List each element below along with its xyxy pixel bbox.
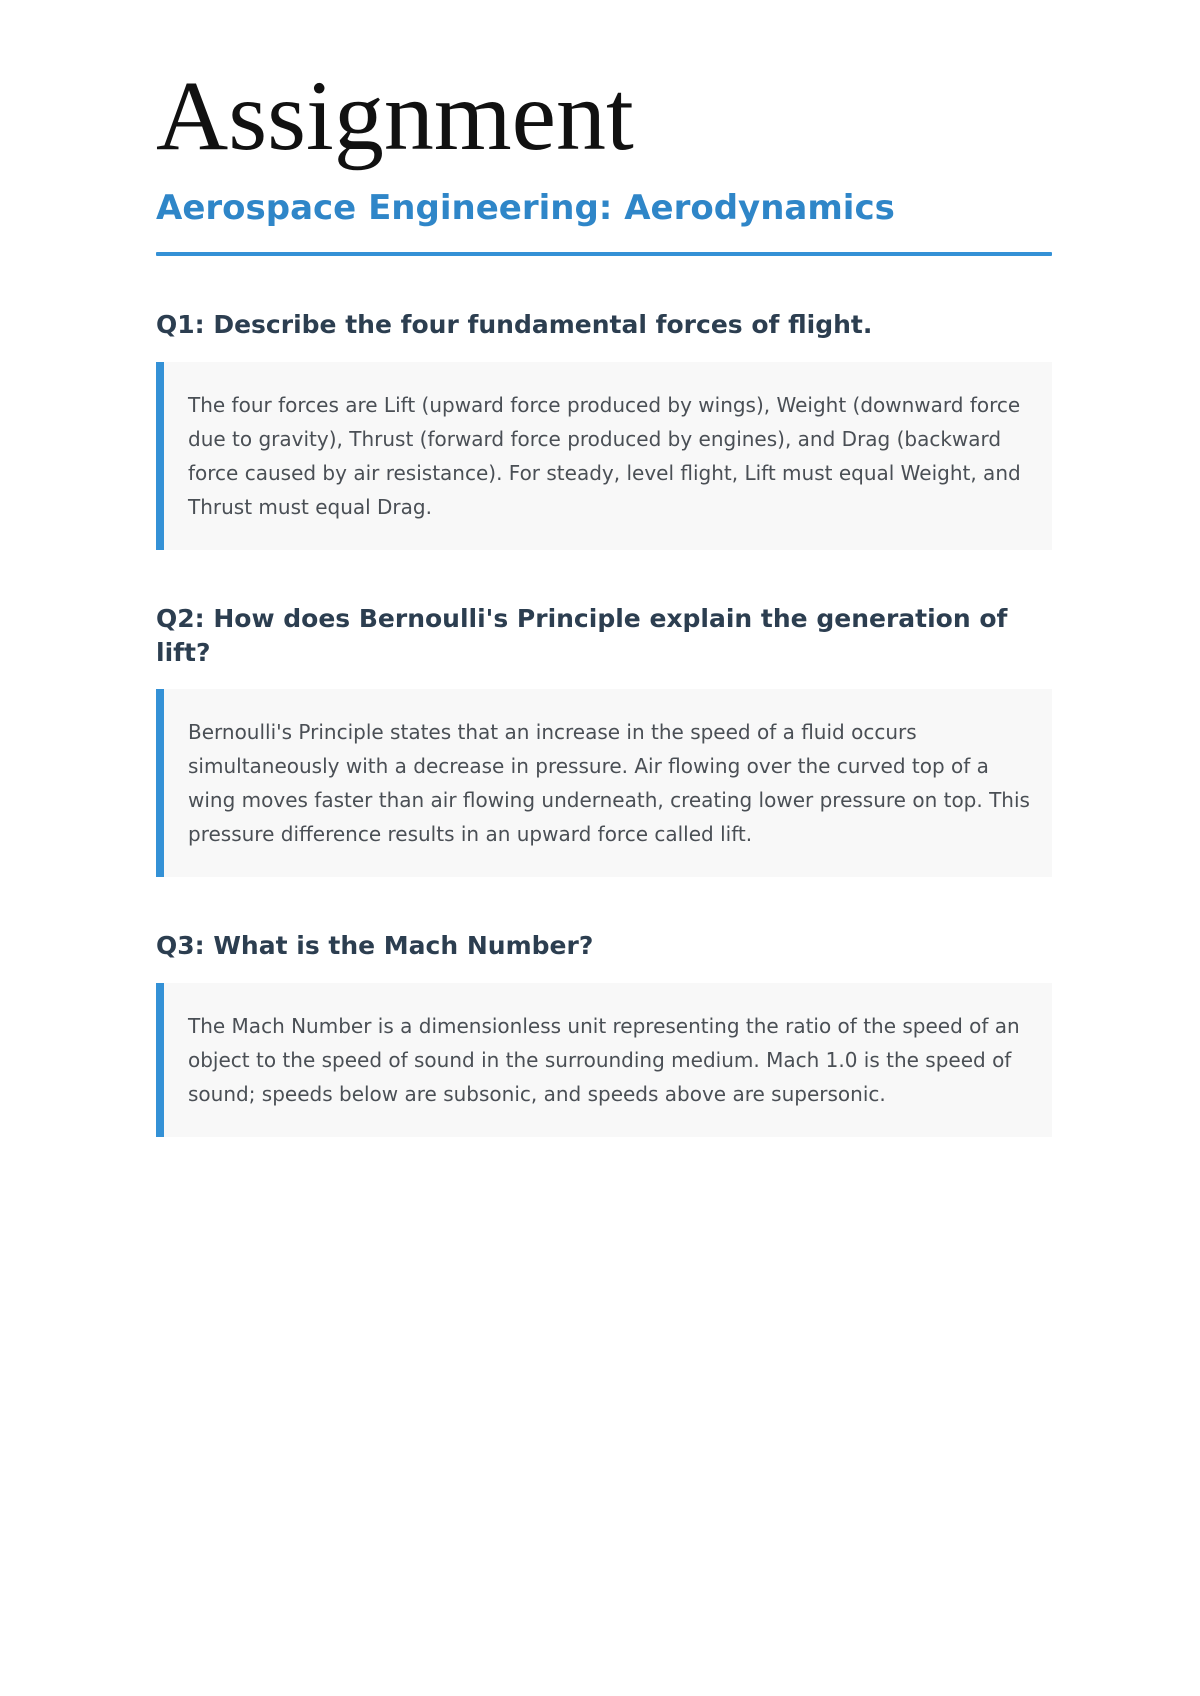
page-title: Assignment [156, 60, 634, 171]
answer-box [156, 689, 1052, 877]
question-block-3 [156, 929, 1052, 1137]
question-block-2 [156, 602, 1052, 878]
question-heading: Q3: What is the Mach Number? [156, 931, 594, 961]
question-heading: Q2: How does Bernoulli's Principle explain the generation of lift? [156, 603, 1008, 667]
title-divider [156, 252, 1052, 256]
answer-text: The Mach Number is a dimensionless unit representing the ratio of the speed of an object to the speed of sound in the surrounding medium. Mach 1.0 is the speed of sound; speeds below are subsonic, and speeds above are supersonic. [188, 1014, 1020, 1107]
question-heading: Q1: Describe the four fundamental forces of flight. [156, 310, 873, 340]
answer-text: Bernoulli's Principle states that an increase in the speed of a fluid occurs simultaneously with a decrease in pressure. Air flowing over the curved top of a wing moves faster than air flowing underneath, creating lower pressure on top. This pressure difference results in an upward force called lift. [188, 720, 1030, 847]
assignment-page [156, 60, 1052, 1137]
answer-box [156, 983, 1052, 1137]
answer-box [156, 362, 1052, 550]
answer-text: The four forces are Lift (upward force produced by wings), Weight (downward force due to gravity), Thrust (forward force produced by engines), and Drag (backward force caused by air resistance). For steady, level flight, Lift must equal Weight, and Thrust must equal Drag. [188, 392, 1021, 519]
page-subtitle: Aerospace Engineering: Aerodynamics [156, 188, 895, 228]
question-block-1 [156, 308, 1052, 550]
